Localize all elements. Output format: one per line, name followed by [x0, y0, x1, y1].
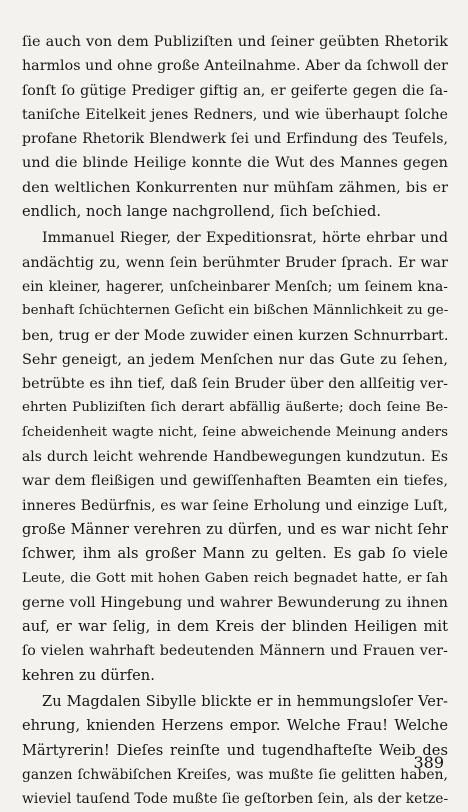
- paragraph-1: [22, 30, 448, 224]
- text-line: ſie auch von dem Publiziſten und ſeiner geübten Rhetorik: [22, 34, 448, 50]
- text-line: als durch leicht wehrende Handbewegungen kundzutun. Es: [22, 449, 448, 466]
- text-line: Leute, die Gott mit hohen Gaben reich begnadet hatte, er ſah: [22, 570, 448, 586]
- text-line: ehrten Publiziſten ſich derart abfällig äußerte; doch ſeine Be-: [22, 400, 448, 416]
- text-line: ehrung, knienden Herzens empor. Welche Frau! Welche: [22, 717, 448, 735]
- text-line: ſcheidenheit wagte nicht, ſeine abweichende Meinung anders: [22, 424, 448, 440]
- text-line: wieviel tauſend Tode mußte ſie geſtorben ſein, als der ketze-: [22, 791, 448, 808]
- text-line: auf, er war ſelig, in dem Kreis der blinden Heiligen mit: [22, 618, 448, 636]
- text-line: ſchwer, ihm als großer Mann zu gelten. Es gab ſo viele: [22, 545, 448, 563]
- text-line: harmlos und ohne große Anteilnahme. Aber da ſchwoll der: [22, 58, 448, 75]
- text-line: profane Rhetorik Blendwerk ſei und Erfindung des Teufels,: [22, 131, 448, 148]
- paragraph-3: [22, 690, 448, 811]
- text-line: ſonſt ſo gütige Prediger giftig an, er geiferte gegen die ſa-: [22, 82, 448, 99]
- text-line: große Männer verehren zu dürfen, und es war nicht ſehr: [22, 520, 448, 538]
- text-line: inneres Bedürfnis, es war ſeine Erholung und einzige Luſt,: [22, 497, 448, 514]
- text-line: Zu Magdalen Sibylle blickte er in hemmungsloſer Ver-: [42, 693, 448, 711]
- text-line: andächtig zu, wenn ſein berühmter Bruder ſprach. Er war: [22, 254, 448, 271]
- text-line: ein kleiner, hagerer, unſcheinbarer Menſch; um ſeinem kna-: [22, 278, 448, 295]
- text-line: ben, trug er der Mode zuwider einen kurzen Schnurrbart.: [22, 327, 448, 344]
- text-line: kehren zu dürfen.: [22, 666, 155, 684]
- text-line: endlich, noch lange nachgrollend, ſich beſchied.: [22, 203, 382, 221]
- text-line: Sehr geneigt, an jedem Menſchen nur das Gute zu ſehen,: [22, 351, 448, 368]
- text-line: taniſche Eitelkeit jenes Redners, und wie überhaupt ſolche: [22, 106, 448, 123]
- text-line: den weltlichen Konkurrenten nur mühſam zähmen, bis er: [22, 179, 448, 196]
- text-line: ganzen ſchwäbiſchen Kreiſes, was mußte ſie gelitten haben,: [22, 766, 448, 783]
- text-line: ſo vielen wahrhaft bedeutenden Männern und Frauen ver-: [22, 643, 448, 660]
- text-line: war dem fleißigen und gewiſſenhaften Beamten ein tiefes,: [22, 473, 448, 490]
- text-line: Immanuel Rieger, der Expeditionsrat, hörte ehrbar und: [42, 230, 448, 247]
- text-line: Märtyrerin! Dieſes reinſte und tugendhafteſte Weib des: [22, 741, 448, 759]
- paragraph-2: [22, 226, 448, 688]
- text-line: gerne voll Hingebung und wahrer Bewunderung zu ihnen: [22, 594, 448, 611]
- text-line: und die blinde Heilige konnte die Wut des Mannes gegen: [22, 155, 448, 172]
- text-line: betrübte es ihn tief, daß ſein Bruder über den allſeitig ver-: [22, 376, 448, 393]
- page-number: 389: [413, 753, 444, 772]
- page-body: [22, 30, 448, 812]
- text-line: benhaft ſchüchternen Geſicht ein bißchen Männlichkeit zu ge-: [22, 303, 448, 319]
